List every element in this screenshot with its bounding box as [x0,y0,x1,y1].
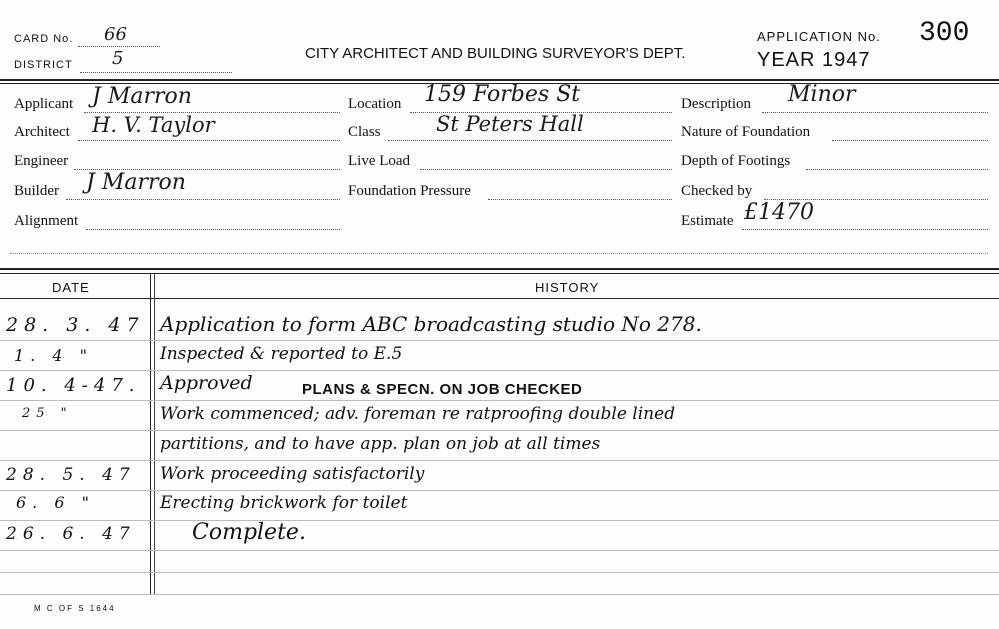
history-entry-3-stamp: PLANS & SPECN. ON JOB CHECKED [302,381,583,398]
class-value: St Peters Hall [436,112,584,136]
alignment-line [86,229,340,230]
history-entry-8: Complete. [192,520,306,545]
builder-value: J Marron [86,170,186,195]
date-row-8: 26. 6. 47 [6,524,136,544]
nature-foundation-label: Nature of Foundation [681,124,811,140]
footer-form-code: M C OF S 1644 [34,604,116,613]
history-entry-7: Erecting brickwork for toilet [160,493,408,513]
estimate-value: £1470 [744,200,814,225]
engineer-label: Engineer [14,153,69,169]
district-label: DISTRICT [14,59,73,71]
builder-line [66,199,340,200]
card-no-label: CARD No. [14,33,74,45]
depth-footings-line [806,169,988,170]
history-entry-6: Work proceeding satisfactorily [160,464,425,484]
date-column-header: DATE [52,280,90,295]
history-entry-5: partitions, and to have app. plan on job at all times [160,434,601,454]
nature-foundation-line [832,140,988,141]
ruled-line [0,370,999,371]
builder-label: Builder [14,183,59,199]
column-divider [150,274,151,594]
description-value: Minor [788,82,856,107]
estimate-line [742,229,988,230]
ruled-line [0,572,999,573]
header-rule [0,79,999,81]
ruled-line [0,340,999,341]
estimate-label: Estimate [681,213,734,229]
location-label: Location [348,96,402,112]
live-load-label: Live Load [348,153,411,169]
class-line [388,140,672,141]
date-row-1: 28. 3. 47 [6,314,145,336]
foundation-pressure-line [488,199,672,200]
architect-line [78,140,340,141]
applicant-label: Applicant [14,96,74,112]
application-no-label: APPLICATION No. [757,29,881,44]
description-label: Description [681,96,751,112]
location-value: 159 Forbes St [424,82,581,107]
ruled-line [0,594,999,595]
architect-value: H. V. Taylor [92,113,215,137]
checked-by-label: Checked by [681,183,753,199]
alignment-label: Alignment [14,213,79,229]
date-row-4: 25 " [22,406,73,421]
history-column-header: HISTORY [535,280,600,295]
fields-bottom-dots [10,253,988,254]
architect-label: Architect [14,124,70,140]
card-no-line [78,46,160,47]
class-label: Class [348,124,381,140]
history-entry-1: Application to form ABC broadcasting studio No 278. [160,312,702,336]
history-entry-2: Inspected & reported to E.5 [160,344,403,364]
application-no-value: 300 [919,18,970,49]
history-entry-4: Work commenced; adv. foreman re ratproofing double lined [160,404,676,424]
ruled-line [0,490,999,491]
column-divider-2 [154,274,155,594]
date-row-6: 28. 5. 47 [6,465,136,485]
live-load-line [420,169,672,170]
depth-footings-label: Depth of Footings [681,153,791,169]
ruled-line [0,400,999,401]
description-line [762,112,988,113]
card-no-value: 66 [104,24,127,45]
district-line [80,72,232,73]
applicant-value: J Marron [92,84,192,109]
ruled-line [0,430,999,431]
date-row-2: 1. 4 " [14,346,93,365]
year-label: YEAR 1947 [757,49,871,71]
history-entry-3-handwritten: Approved [160,372,253,394]
date-row-7: 6. 6 " [16,493,95,512]
ruled-line [0,520,999,521]
ruled-line [0,550,999,551]
history-top-rule [0,268,999,270]
ruled-line [0,460,999,461]
district-value: 5 [112,48,124,69]
department-title: CITY ARCHITECT AND BUILDING SURVEYOR'S DEPT. [305,45,686,62]
foundation-pressure-label: Foundation Pressure [348,183,471,199]
date-row-3: 10. 4-47. [6,375,141,396]
